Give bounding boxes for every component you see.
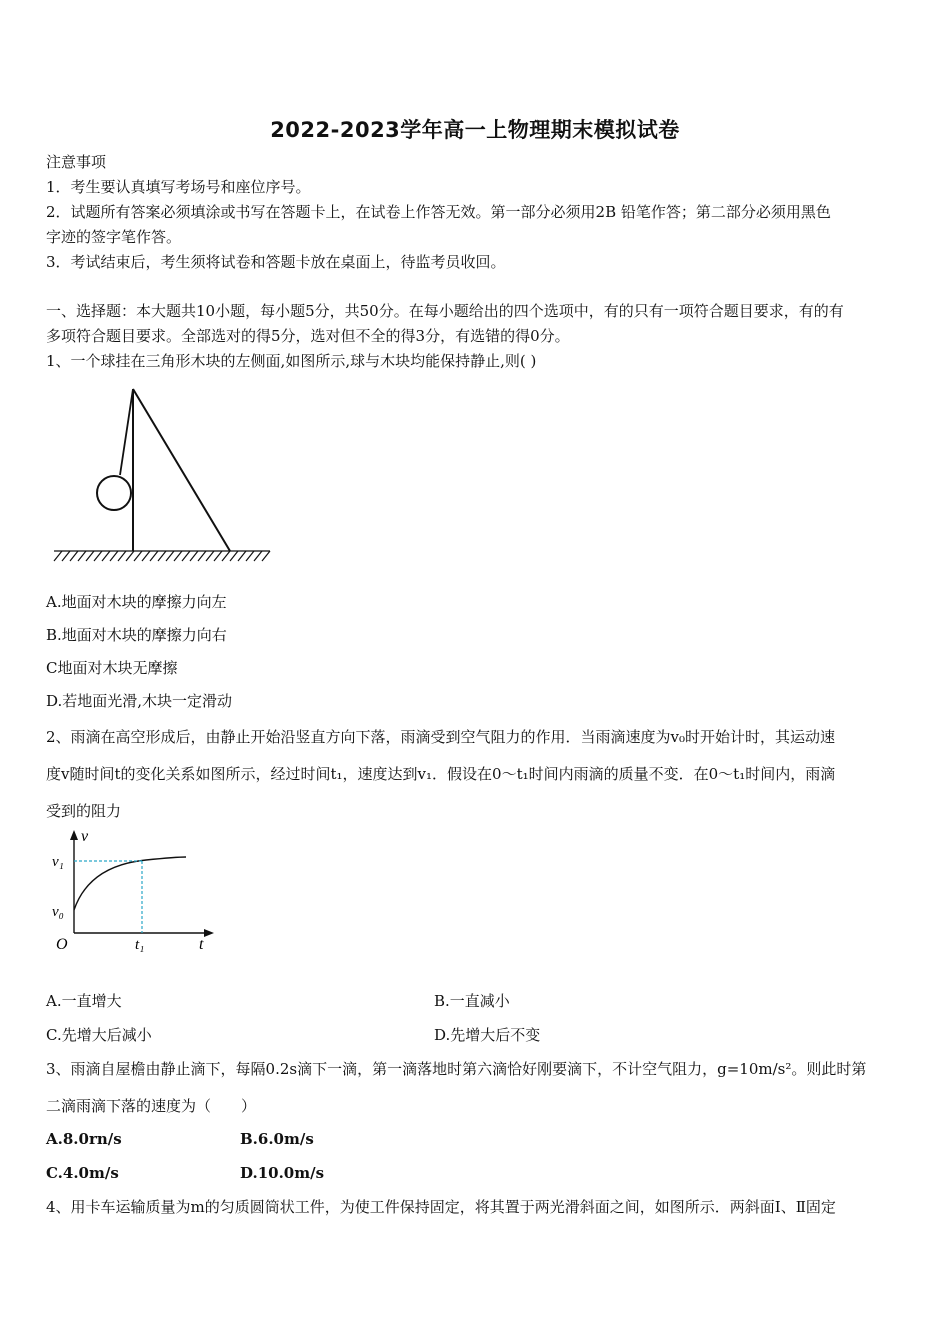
x-axis-arrow (204, 929, 214, 937)
notice-heading: 注意事项 (46, 153, 107, 171)
question-4-stem-line: 4、用卡车运输质量为m的匀质圆筒状工件，为使工件保持固定，将其置于两光滑斜面之间，如图所示．两斜面Ⅰ、Ⅱ固定 (46, 1198, 836, 1216)
v1-label: v₁ (52, 854, 64, 870)
question-1-stem: 1、一个球挂在三角形木块的左侧面,如图所示,球与木块均能保持静止,则( ) (46, 352, 537, 370)
notice-item: 1．考生要认真填写考场号和座位序号。 (46, 178, 311, 196)
string (120, 389, 133, 475)
v0-label: v₀ (52, 904, 64, 920)
triangle-block (133, 389, 230, 551)
question-2-stem-line: 受到的阻力 (46, 802, 122, 820)
section-instructions-line: 一、选择题：本大题共10小题，每小题5分，共50分。在每小题给出的四个选项中，有的只有一项符合题目要求，有的有 (46, 302, 844, 320)
origin-label: O (56, 936, 68, 953)
question-2-stem-line: 度v随时间t的变化关系如图所示，经过时间t₁，速度达到v₁．假设在0～t₁时间内雨滴的质量不变．在0～t₁时间内，雨滴 (46, 765, 836, 783)
q3-option-d: D.10.0m/s (240, 1164, 325, 1182)
q2-option-d: D.先增大后不变 (434, 1026, 541, 1044)
q2-option-c: C.先增大后减小 (46, 1026, 152, 1044)
t1-label: t₁ (135, 937, 145, 953)
q1-option-d: D.若地面光滑,木块一定滑动 (46, 692, 233, 710)
q2-vt-graph (46, 825, 226, 955)
x-axis-label: t (199, 936, 204, 953)
velocity-curve (74, 857, 186, 910)
notice-item: 2．试题所有答案必须填涂或书写在答题卡上，在试卷上作答无效。第一部分必须用2B 铅笔作答；第二部分必须用黑色 (46, 203, 831, 221)
q3-option-c: C.4.0m/s (46, 1164, 119, 1182)
q3-option-a: A.8.0rn/s (46, 1130, 122, 1148)
notice-item: 字迹的签字笔作答。 (46, 228, 182, 246)
question-2-stem-line: 2、雨滴在高空形成后，由静止开始沿竖直方向下落，雨滴受到空气阻力的作用．当雨滴速度为v₀时开始计时，其运动速 (46, 728, 836, 746)
y-axis-arrow (70, 830, 78, 840)
page-title: 2022-2023学年高一上物理期末模拟试卷 (270, 118, 680, 142)
question-3-stem-line: 3、雨滴自屋檐由静止滴下，每隔0.2s滴下一滴，第一滴落地时第六滴恰好刚要滴下，不计空气阻力，g=10m/s²。则此时第 (46, 1060, 867, 1078)
q1-option-a: A.地面对木块的摩擦力向左 (46, 593, 227, 611)
ground-hatching (54, 551, 270, 561)
ball (97, 476, 131, 510)
y-axis-label: v (81, 828, 89, 845)
q1-option-b: B.地面对木块的摩擦力向右 (46, 626, 227, 644)
question-3-stem-line: 二滴雨滴下落的速度为（ ） (46, 1097, 257, 1115)
q3-option-b: B.6.0m/s (240, 1130, 314, 1148)
q2-option-a: A.一直增大 (46, 992, 122, 1010)
section-instructions-line: 多项符合题目要求。全部选对的得5分，选对但不全的得3分，有选错的得0分。 (46, 327, 570, 345)
q2-option-b: B.一直减小 (434, 992, 510, 1010)
q1-figure (46, 385, 276, 565)
notice-item: 3．考试结束后，考生须将试卷和答题卡放在桌面上，待监考员收回。 (46, 253, 506, 271)
q1-option-c: C地面对木块无摩擦 (46, 659, 178, 677)
